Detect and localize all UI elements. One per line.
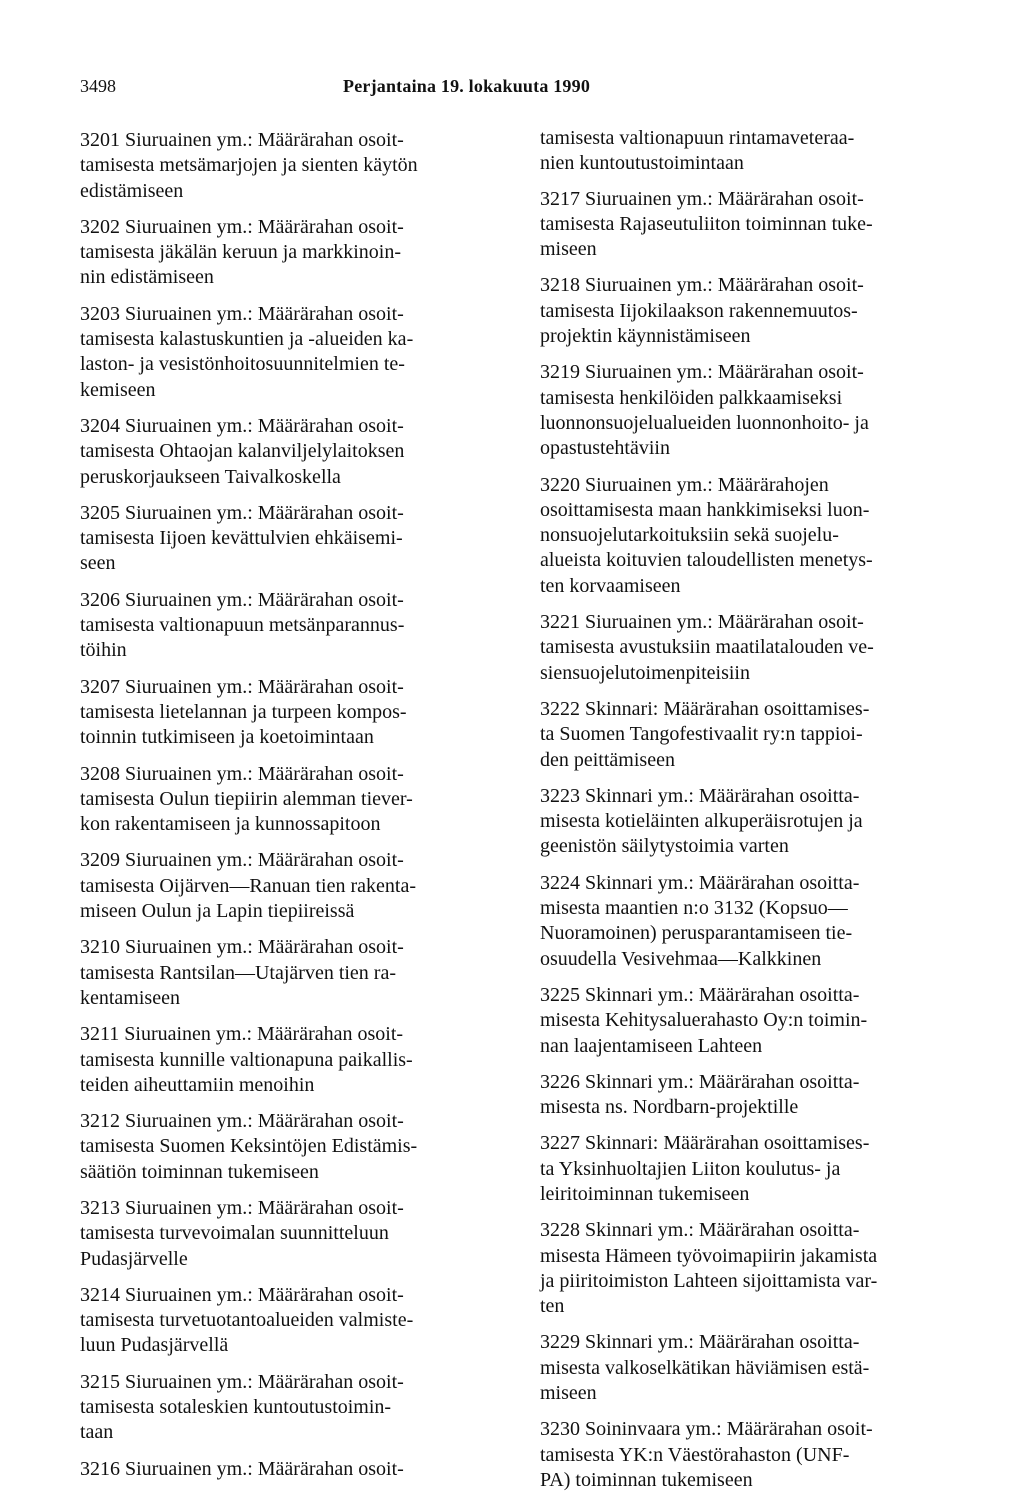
motion-entry: 3208 Siuruainen ym.: Määrärahan osoit- tamisesta Oulun tiepiirin alemman tiever- kon rakentamiseen ja kunnossapitoon	[80, 762, 413, 836]
motion-entry: 3214 Siuruainen ym.: Määrärahan osoit- tamisesta turvetuotantoalueiden valmiste- luun Pudasjärvellä	[80, 1283, 414, 1357]
motion-entry: 3210 Siuruainen ym.: Määrärahan osoit- tamisesta Rantsilan—Utajärven tien ra- kentamiseen	[80, 936, 404, 1009]
motion-entry: 3206 Siuruainen ym.: Määrärahan osoit- tamisesta valtionapuun metsänparannus- töihin	[80, 588, 405, 662]
motion-entry: 3230 Soininvaara ym.: Määrärahan osoit- tamisesta YK:n Väestörahaston (UNF- PA) toiminnan tukemiseen	[540, 1418, 873, 1491]
motion-entry: 3219 Siuruainen ym.: Määrärahan osoit- tamisesta henkilöiden palkkaamiseksi luonnonsuojelualueiden luonnonhoito- ja opastustehtäviin	[540, 361, 869, 460]
page-number: 3498	[80, 76, 116, 96]
motion-entry: 3207 Siuruainen ym.: Määrärahan osoit- tamisesta lietelannan ja turpeen kompos- toinnin tutkimiseen ja koetoimintaan	[80, 675, 407, 749]
motion-entry: 3227 Skinnari: Määrärahan osoittamises- ta Yksinhuoltajien Liiton koulutus- ja leiritoiminnan tukemiseen	[540, 1132, 870, 1205]
page-header	[80, 76, 970, 100]
motion-entry: 3212 Siuruainen ym.: Määrärahan osoit- tamisesta Suomen Keksintöjen Edistämis- säätiön toiminnan tukemiseen	[80, 1110, 418, 1183]
motion-entry: 3202 Siuruainen ym.: Määrärahan osoit- tamisesta jäkälän keruun ja markkinoin- nin edistämiseen	[80, 215, 404, 289]
motion-entry: 3218 Siuruainen ym.: Määrärahan osoit- tamisesta Iijokilaakson rakennemuutos- projektin käynnistämiseen	[540, 274, 864, 348]
motion-entry: 3211 Siuruainen ym.: Määrärahan osoit- tamisesta kunnille valtionapuna paikallis- teiden aiheuttamiin menoihin	[80, 1023, 413, 1096]
motion-entry: 3203 Siuruainen ym.: Määrärahan osoit- tamisesta kalastuskuntien ja -alueiden ka- laston- ja vesistönhoitosuunnitelmien te- kemiseen	[80, 302, 414, 401]
motion-entry: 3209 Siuruainen ym.: Määrärahan osoit- tamisesta Oijärven—Ranuan tien rakenta- miseen Oulun ja Lapin tiepiireissä	[80, 849, 416, 923]
motion-entry: 3225 Skinnari ym.: Määrärahan osoitta- misesta Kehitysaluerahasto Oy:n toimin- nan laajentamiseen Lahteen	[540, 983, 868, 1057]
motion-entry: 3204 Siuruainen ym.: Määrärahan osoit- tamisesta Ohtaojan kalanviljelylaitoksen peruskorjaukseen Taivalkoskella	[80, 414, 405, 488]
left-column	[80, 128, 482, 1493]
motion-entry: 3216 Siuruainen ym.: Määrärahan osoit-	[80, 1457, 404, 1480]
motion-entry: 3229 Skinnari ym.: Määrärahan osoitta- misesta valkoselkätikan häviämisen estä- miseen	[540, 1331, 870, 1405]
motion-entry-continued: tamisesta valtionapuun rintamaveteraa- nien kuntoutustoimintaan	[540, 127, 855, 175]
motion-entry: 3224 Skinnari ym.: Määrärahan osoitta- misesta maantien n:o 3132 (Kopsuo— Nuoramoinen) perusparantamiseen tie- osuudella Vesivehmaa—Kalkkinen	[540, 871, 860, 970]
motion-entry: 3205 Siuruainen ym.: Määrärahan osoit- tamisesta Iijoen kevättulvien ehkäisemi- seen	[80, 501, 404, 575]
running-title: Perjantaina 19. lokakuuta 1990	[343, 76, 591, 96]
motion-entry: 3201 Siuruainen ym.: Määrärahan osoit- tamisesta metsämarjojen ja sienten käytön edistämiseen	[80, 129, 418, 202]
motion-entry: 3213 Siuruainen ym.: Määrärahan osoit- tamisesta turvevoimalan suunnitteluun Pudasjärvelle	[80, 1196, 404, 1270]
motion-entry: 3226 Skinnari ym.: Määrärahan osoitta- misesta ns. Nordbarn-projektille	[540, 1070, 860, 1119]
motion-entry: 3228 Skinnari ym.: Määrärahan osoitta- misesta Hämeen työvoimapiirin jakamista ja piiritoimiston Lahteen sijoittamista var- ten	[540, 1219, 878, 1318]
motion-entry: 3221 Siuruainen ym.: Määrärahan osoit- tamisesta avustuksiin maatilatalouden ve- siensuojelutoimenpiteisiin	[540, 611, 874, 684]
motion-entry: 3223 Skinnari ym.: Määrärahan osoitta- misesta kotieläinten alkuperäisrotujen ja geenistön säilytystoimia varten	[540, 784, 863, 858]
right-column	[540, 126, 960, 1504]
motion-entry: 3220 Siuruainen ym.: Määrärahojen osoittamisesta maan hankkimiseksi luon- nonsuojelutarkoituksiin sekä suojelu- alueista koituvien taloudellisten menetys- ten korvaamiseen	[540, 473, 873, 597]
motion-entry: 3222 Skinnari: Määrärahan osoittamises- ta Suomen Tangofestivaalit ry:n tappioi- den peittämiseen	[540, 697, 870, 771]
motion-entry: 3217 Siuruainen ym.: Määrärahan osoit- tamisesta Rajaseutuliiton toiminnan tuke- miseen	[540, 187, 873, 261]
motion-entry: 3215 Siuruainen ym.: Määrärahan osoit- tamisesta sotaleskien kuntoutustoimin- taan	[80, 1370, 404, 1444]
